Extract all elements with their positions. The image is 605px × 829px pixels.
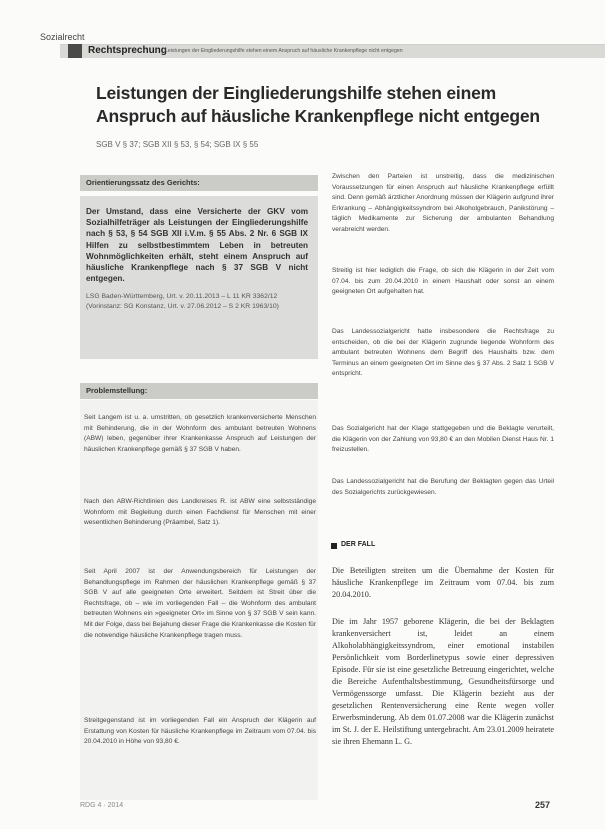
rubric-marker [68,44,82,58]
section-marker [331,543,337,549]
page-number: 257 [535,800,551,810]
orientierungssatz-box [80,196,318,359]
der-fall-heading: DER FALL [341,541,376,548]
orientierungssatz-text: Der Umstand, dass eine Versicherte der GKV vom Sozialhilfeträger als Leistungen der Eingliederungshilfe nach § 53, § 54 SGB XII i.V.m. § 55 Abs. 2 Nr. 6 SGB IX Hilfen zu selbstbestimmtem Leben in betreuten Wohnmöglichkeiten erhält, steht einem Anspruch auf häusliche Krankenpflege nach § 37 SGB V nicht entgegen. [86,207,308,284]
fall-paragraph: Die Beteiligten streiten um die Übernahme der Kosten für häusliche Krankenpflege im Zeitraum vom 07.04. bis zum 20.04.2010. [332,566,554,599]
section-label: Sozialrecht [40,32,85,42]
body-paragraph: Das Landessozialgericht hat die Berufung der Beklagten gegen das Urteil des Sozialgerichts zurückgewiesen. [332,478,554,496]
fall-paragraph: Die im Jahr 1957 geborene Klägerin, die bei der Beklagten krankenversichert ist, leidet an einem Alkoholabhängigkeitssyndrom, einer emotional instabilen Persönlichkeit vom Borderlinetypus sowie einer depressiven Episode. Für sie ist eine gesetzliche Betreuung eingerichtet, welche die Bereiche Aufenthaltsbestimmung, Gesundheitsfürsorge und Vermögenssorge umfasst. Die Klägerin bezieht aus der gesetzlichen Rentenversicherung eine Rente wegen voller Erwerbsminderung. Ab dem 01.07.2008 war die Klägerin zunächst im St. J. der E. Heilstiftung untergebracht. Am 23.01.2009 heiratete sie ihren Ehemann L. G. [332,617,554,746]
problemstellung-paragraph: Streitgegenstand ist im vorliegenden Fall ein Anspruch der Klägerin auf Erstattung von Kosten für häusliche Krankenpflege im Zeitraum vom 07.04. bis 20.04.2010 in Höhe von 93,80 €. [84,717,316,746]
body-paragraph: Das Sozialgericht hat der Klage stattgegeben und die Beklagte verurteilt, die Klägerin von der Zahlung von 93,80 € an den Mobilen Dienst Haus Nr. 1 freizustellen. [332,425,554,454]
journal-footer: RDG 4 · 2014 [80,802,124,809]
orientierungssatz-heading: Orientierungssatz des Gerichts: [80,175,318,191]
problemstellung-paragraph: Nach den ABW-Richtlinien des Landkreises R. ist ABW eine selbstständige Wohnform mit Begleitung durch einen Fachdienst für Menschen mit einer wesentlichen Behinderung (Präambel, Satz 1). [84,498,316,527]
body-paragraph: Zwischen den Parteien ist unstreitig, dass die medizinischen Voraussetzungen für einen Anspruch auf häusliche Krankenpflege erfüllt sind. Denn gemäß ärztlicher Anordnung müssen der Klägerin aufgrund ihrer Erkrankung – Abhängigkeitssyndrom bei Alkoholgebrauch, Panikstörung – täglich Medikamente zur Sicherung der ambulanten Behandlung verabreicht werden. [332,173,554,233]
article-title: Leistungen der Eingliederungshilfe stehen einem Anspruch auf häusliche Krankenpflege nicht entgegen [96,83,540,126]
body-paragraph: Das Landessozialgericht hatte insbesondere die Rechtsfrage zu entscheiden, ob die bei der Klägerin zugrunde liegende Wohnform des ambulant betreuten Wohnens dem Begriff des Haushalts bzw. dem Terminus an einem geeigneten Ort im Sinne des § 37 Abs. 2 Satz 1 SGB V entspricht. [332,328,554,378]
orientierungssatz-citation: LSG Baden-Württemberg, Urt. v. 20.11.2013 – L 11 KR 3362/12 (Vorinstanz: SG Konstanz, Urt. v. 27.06.2012 – S 2 KR 1963/10) [86,293,279,311]
problemstellung-paragraph: Seit April 2007 ist der Anwendungsbereich für Leistungen der Behandlungspflege im Rahmen der häuslichen Krankenpflege gemäß § 37 SGB V auf alle geeigneten Orte erweitert. Seitdem ist Streit über die Rechtsfrage, ob – wie im vorliegenden Fall – die Wohnform des ambulant betreuten Wohnens ein »geeigneter Ort« im Sinne von § 37 SGB V sein kann. Mit der Folge, dass bei Bejahung dieser Frage die Krankenkasse die Kosten für die notwendige häusliche Krankenpflege tragen muss. [84,568,317,639]
body-paragraph: Streitig ist hier lediglich die Frage, ob sich die Klägerin in der Zeit vom 07.04. bis zum 20.04.2010 in einem Haushalt oder sonst an einem geeigneten Ort aufgehalten hat. [332,267,554,296]
rubric-title: Rechtsprechung [88,45,167,56]
problemstellung-heading: Problemstellung: [80,383,318,399]
rubric-subtitle: Leistungen der Eingliederungshilfe stehen einem Anspruch auf häusliche Krankenpflege nicht entgegen [165,48,403,54]
article-norms: SGB V § 37; SGB XII § 53, § 54; SGB IX § 55 [96,140,259,149]
problemstellung-paragraph: Seit Langem ist u. a. umstritten, ob gesetzlich krankenversicherte Menschen mit Behinderung, die in der Wohnform des ambulant betreuten Wohnens (ABW) leben, gegenüber ihrer Krankenkasse Anspruch auf Leistungen der häuslichen Krankenpflege gemäß § 37 SGB V haben. [84,414,316,453]
